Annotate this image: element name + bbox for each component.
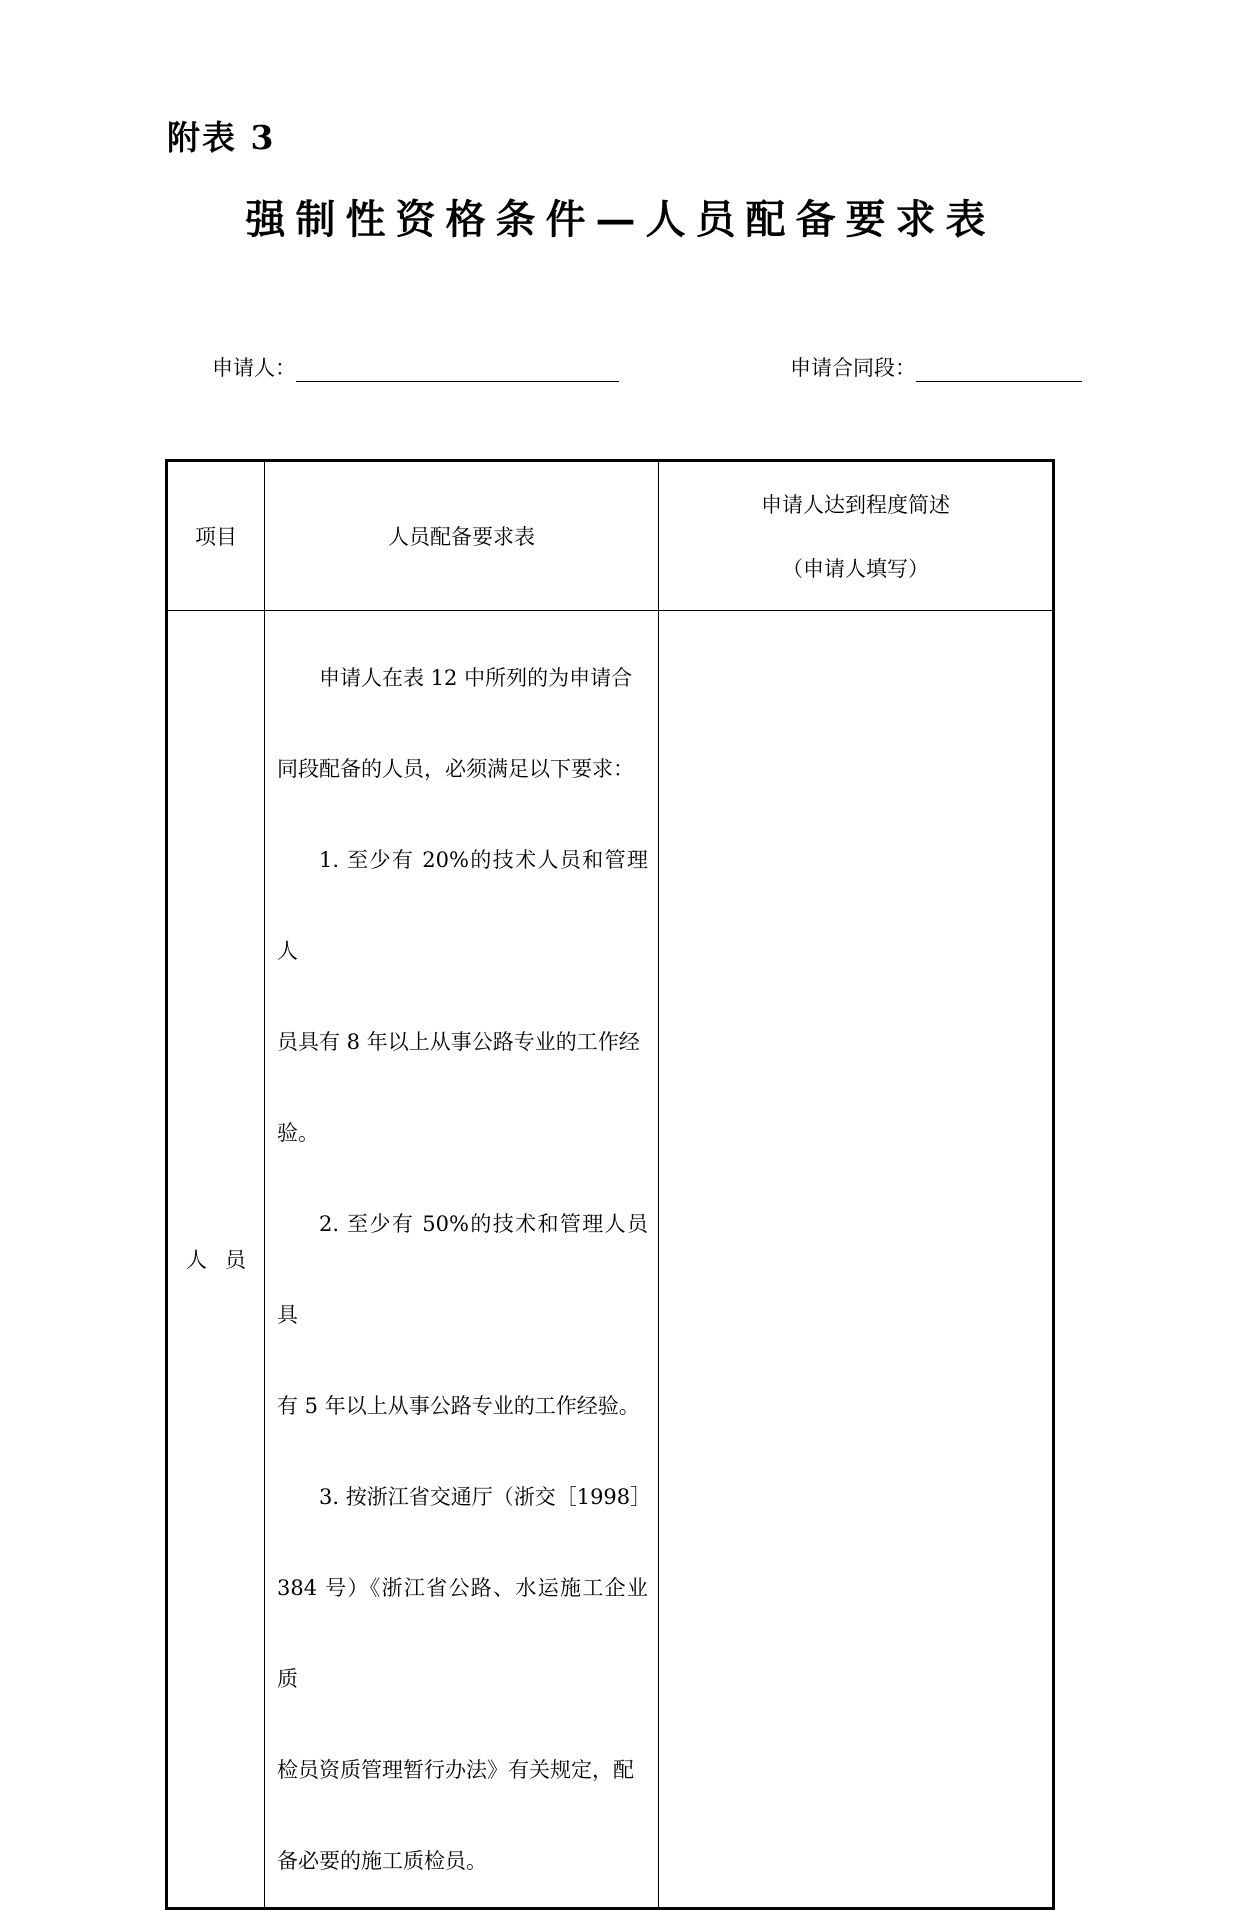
- requirement-line: 检员资质管理暂行办法》有关规定，配: [277, 1758, 634, 1782]
- applicant-field: [212, 352, 619, 382]
- document-title: 强制性资格条件—人员配备要求表: [245, 196, 996, 243]
- header-response-note: （申请人填写）: [782, 557, 929, 581]
- header-item: 项目: [167, 461, 265, 611]
- requirement-line: 员具有 8 年以上从事公路专业的工作经: [277, 1030, 640, 1054]
- requirement-line: 申请人在表 12 中所列的为申请合: [319, 666, 633, 690]
- header-requirements: 人员配备要求表: [265, 461, 659, 611]
- requirement-line: 备必要的施工质检员。: [277, 1849, 487, 1873]
- requirements-table: [165, 459, 1055, 1910]
- requirement-line: 2. 至少有 50%的技术和管理人员具: [277, 1212, 648, 1327]
- contract-section-label: 申请合同段：: [790, 356, 916, 380]
- requirement-line: 3. 按浙江省交通厅（浙交［1998］: [319, 1485, 652, 1509]
- row-label-personnel: 人员: [167, 611, 265, 1909]
- requirement-line: 有 5 年以上从事公路专业的工作经验。: [277, 1394, 640, 1418]
- applicant-label: 申请人：: [212, 356, 296, 380]
- header-response-title: 申请人达到程度简述: [761, 493, 950, 517]
- applicant-blank[interactable]: [296, 355, 619, 382]
- table-header-row: [167, 461, 1054, 611]
- attachment-label: 附表 3: [167, 118, 276, 157]
- requirements-cell: [265, 611, 659, 1909]
- contract-section-blank[interactable]: [916, 355, 1082, 382]
- requirement-line: 验。: [277, 1121, 319, 1145]
- response-cell[interactable]: [659, 611, 1054, 1909]
- requirement-line: 1. 至少有 20%的技术人员和管理人: [277, 848, 648, 963]
- table-row: [167, 611, 1054, 1909]
- requirement-line: 同段配备的人员，必须满足以下要求：: [277, 757, 634, 781]
- contract-section-field: [790, 352, 1082, 382]
- requirement-line: 384 号）《浙江省公路、水运施工企业质: [277, 1576, 648, 1691]
- header-response: [659, 461, 1054, 611]
